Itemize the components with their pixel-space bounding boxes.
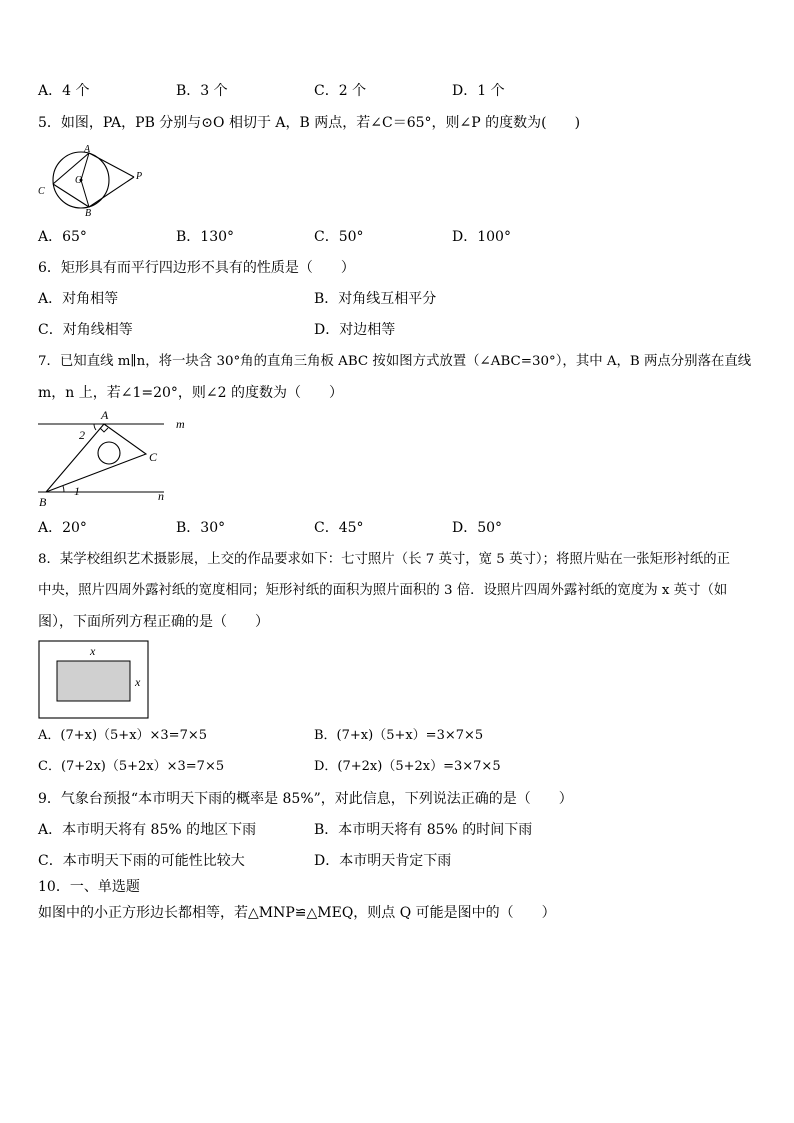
q7-label-2: 2	[79, 428, 85, 442]
q8-stem-line2: 中央，照片四周外露衬纸的宽度相同；矩形衬纸的面积为照片面积的 3 倍．设照片四周外露衬纸的宽度为 x 英寸（如	[38, 583, 728, 598]
q5-label-a: A	[84, 144, 91, 155]
q9-option-c: C．本市明天下雨的可能性比较大	[38, 853, 245, 869]
q6-option-a: A．对角相等	[38, 291, 119, 307]
q8-label-x-top: x	[90, 644, 96, 658]
q6-option-c: C．对角线相等	[38, 322, 133, 338]
q5-option-d: D．100°	[452, 229, 511, 245]
q8-option-a: A．(7+x)（5+x）×3=7×5	[38, 728, 208, 743]
q5-option-a: A．65°	[38, 229, 87, 245]
q10-stem: 如图中的小正方形边长都相等，若△MNP≌△MEQ，则点 Q 可能是图中的（ ）	[38, 905, 556, 921]
q7-option-a: A．20°	[38, 520, 87, 536]
q5-option-c: C．50°	[314, 229, 364, 245]
q7-label-a: A	[101, 408, 109, 422]
q8-option-d: D．(7+2x)（5+2x）=3×7×5	[314, 759, 501, 774]
q9-option-d: D．本市明天肯定下雨	[314, 853, 452, 869]
q6-stem: 6．矩形具有而平行四边形不具有的性质是（ ）	[38, 260, 355, 276]
q5-figure	[34, 142, 154, 218]
q7-option-b: B．30°	[176, 520, 226, 536]
q8-stem-line3: 图），下面所列方程正确的是（ ）	[38, 614, 269, 630]
q9-option-b: B．本市明天将有 85% 的时间下雨	[314, 822, 533, 838]
q7-label-m: m	[176, 417, 185, 431]
q6-option-d: D．对边相等	[314, 322, 396, 338]
q4-option-d: D．1 个	[452, 83, 505, 99]
q7-label-b: B	[39, 495, 47, 509]
q6-option-b: B．对角线互相平分	[314, 291, 437, 307]
q9-option-a: A．本市明天将有 85% 的地区下雨	[38, 822, 257, 838]
q5-label-c: C	[38, 186, 45, 197]
q7-label-c: C	[149, 450, 158, 464]
q7-label-n: n	[158, 489, 164, 503]
q9-stem: 9．气象台预报“本市明天下雨的概率是 85%”，对此信息，下列说法正确的是（ ）	[38, 791, 573, 807]
q5-label-p: P	[136, 171, 143, 182]
q5-option-b: B．130°	[176, 229, 235, 245]
q7-figure	[34, 406, 204, 510]
q7-option-d: D．50°	[452, 520, 503, 536]
q7-stem-line2: m，n 上，若∠1=20°，则∠2 的度数为（ ）	[38, 385, 344, 401]
q4-option-c: C．2 个	[314, 83, 367, 99]
q5-label-o: O	[75, 175, 83, 186]
q4-option-a: A．4 个	[38, 83, 90, 99]
q7-stem-line1: 7．已知直线 m∥n，将一块含 30°角的直角三角板 ABC 按如图方式放置（∠ABC=30°），其中 A，B 两点分别落在直线	[38, 354, 752, 369]
q8-stem-line1: 8．某学校组织艺术摄影展，上交的作品要求如下：七寸照片（长 7 英寸，宽 5 英寸）；将照片贴在一张矩形衬纸的正	[38, 552, 731, 567]
q8-option-b: B．(7+x)（5+x）=3×7×5	[314, 728, 484, 743]
q8-option-c: C．(7+2x)（5+2x）×3=7×5	[38, 759, 225, 774]
q8-label-x-right: x	[135, 675, 141, 689]
q4-option-b: B．3 个	[176, 83, 228, 99]
q8-figure	[38, 640, 150, 720]
q7-option-c: C．45°	[314, 520, 364, 536]
q5-label-b: B	[85, 208, 92, 218]
q10-heading: 10．一、单选题	[38, 879, 140, 895]
q7-label-1: 1	[74, 484, 80, 498]
q5-stem: 5．如图，PA，PB 分别与⊙O 相切于 A，B 两点，若∠C＝65°，则∠P 的度数为( )	[38, 115, 581, 131]
